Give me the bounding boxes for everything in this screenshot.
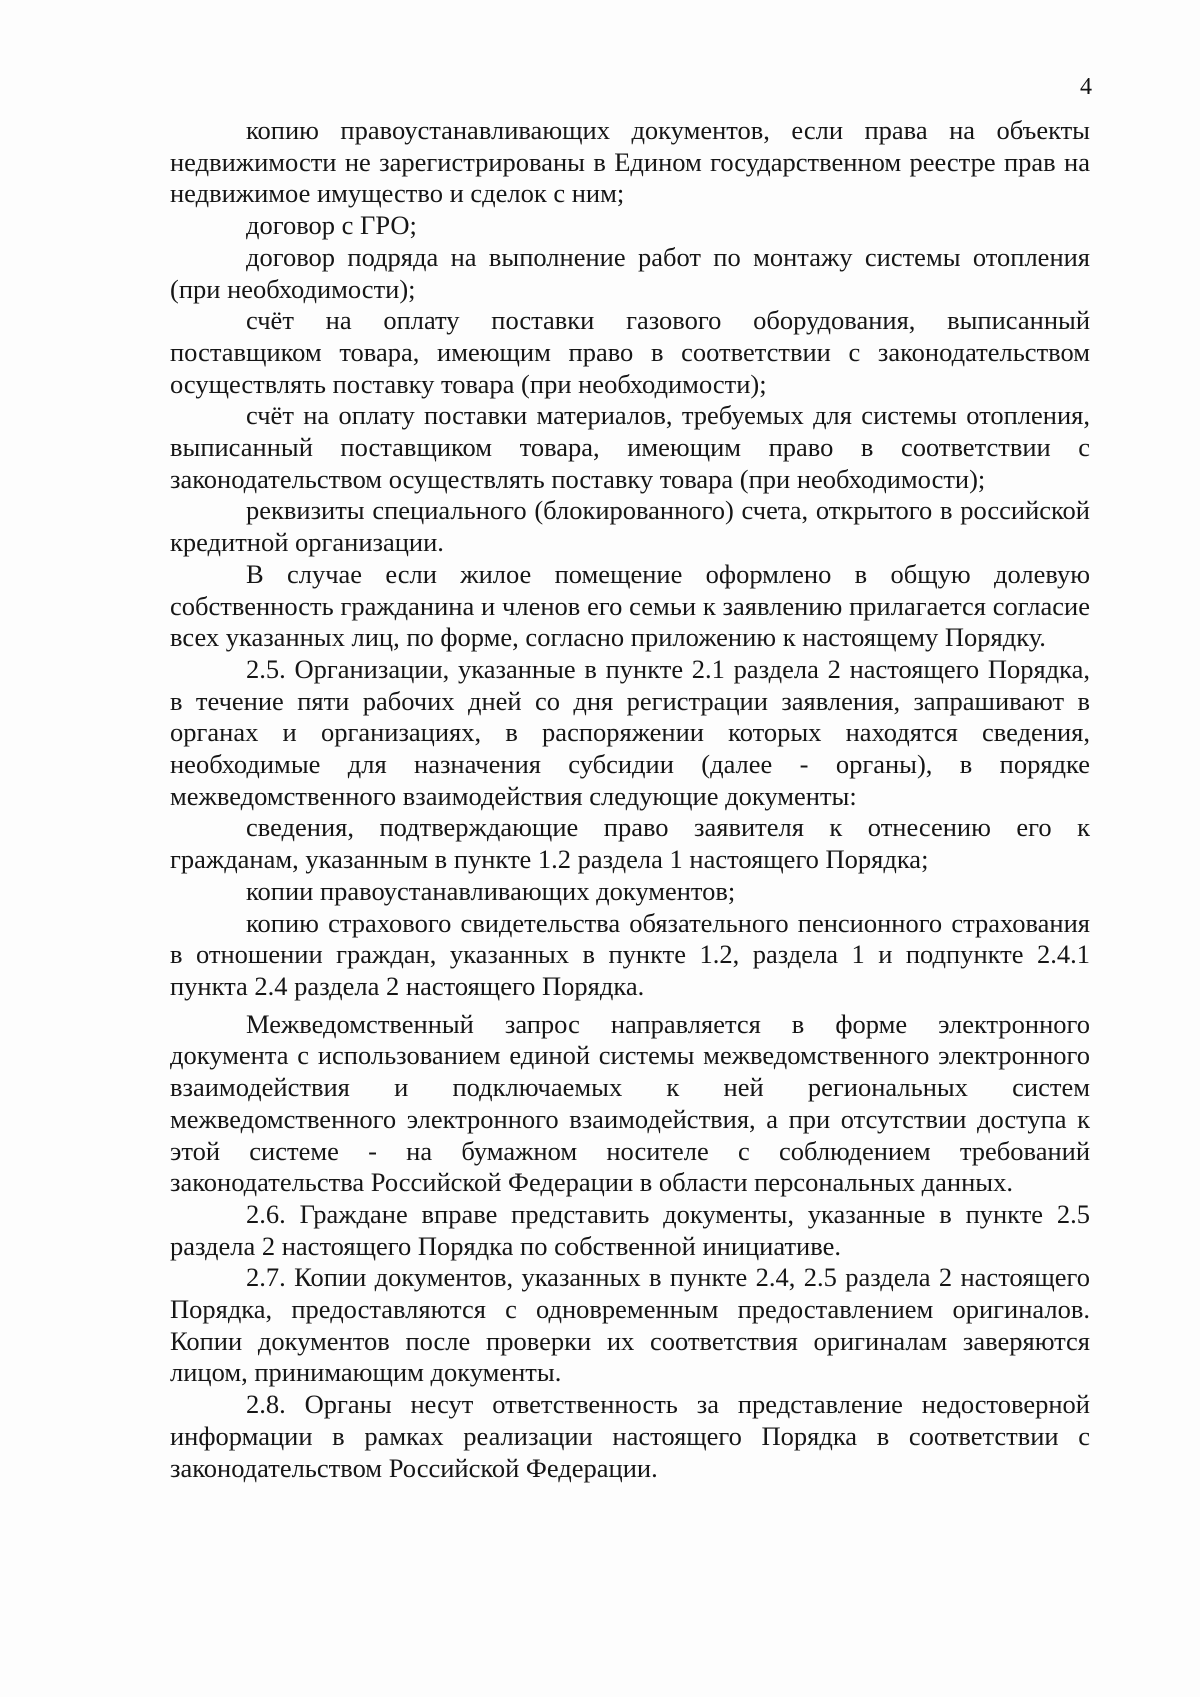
paragraph: счёт на оплату поставки газового оборудования, выписанный поставщиком товара, имеющим право в соответствии с законодательством осуществлять поставку товара (при необходимости); (170, 305, 1090, 399)
paragraph: 2.7. Копии документов, указанных в пункте 2.4, 2.5 раздела 2 настоящего Порядка, предоставляются с одновременным предоставлением оригиналов. Копии документов после проверки их соответствия оригиналам заверяются лицом, принимающим документы. (170, 1262, 1090, 1388)
paragraph: договор с ГРО; (246, 210, 417, 241)
paragraph: копии правоустанавливающих документов; (246, 875, 736, 906)
paragraph: реквизиты специального (блокированного) счета, открытого в российской кредитной организации. (170, 495, 1090, 558)
paragraph: копию правоустанавливающих документов, если права на объекты недвижимости не зарегистрированы в Едином государственном реестре прав на недвижимое имущество и сделок с ним; (170, 115, 1090, 209)
paragraph: договор подряда на выполнение работ по монтажу системы отопления (при необходимости); (170, 241, 1090, 304)
paragraph: копию страхового свидетельства обязательного пенсионного страхования в отношении граждан, указанных в пункте 1.2, раздела 1 и подпункте 2.4.1 пункта 2.4 раздела 2 настоящего Порядка. (170, 907, 1090, 1001)
paragraph: 2.8. Органы несут ответственность за представление недостоверной информации в рамках реализации настоящего Порядка в соответствии с законодательством Российской Федерации. (170, 1389, 1090, 1483)
paragraph: 2.6. Граждане вправе представить документы, указанные в пункте 2.5 раздела 2 настоящего Порядка по собственной инициативе. (170, 1198, 1090, 1261)
paragraph: сведения, подтверждающие право заявителя к отнесению его к гражданам, указанным в пункте 1.2 раздела 1 настоящего Порядка; (170, 812, 1090, 875)
page-number: 4 (1080, 74, 1092, 100)
document-body (170, 115, 1090, 1484)
paragraph: Межведомственный запрос направляется в форме электронного документа с использованием единой системы межведомственного электронного взаимодействия и подключаемых к ней региональных систем межведомственного электронного взаимодействия, а при отсутствии доступа к этой системе - на бумажном носителе с соблюдением требований законодательства Российской Федерации в области персональных данных. (170, 1008, 1090, 1198)
paragraph: В случае если жилое помещение оформлено в общую долевую собственность гражданина и членов его семьи к заявлению прилагается согласие всех указанных лиц, по форме, согласно приложению к настоящему Порядку. (170, 558, 1090, 653)
paragraph: 2.5. Организации, указанные в пункте 2.1 раздела 2 настоящего Порядка, в течение пяти рабочих дней со дня регистрации заявления, запрашивают в органах и организациях, в распоряжении которых находятся сведения, необходимые для назначения субсидии (далее - органы), в порядке межведомственного взаимодействия следующие документы: (170, 653, 1090, 811)
paragraph: счёт на оплату поставки материалов, требуемых для системы отопления, выписанный поставщиком товара, имеющим право в соответствии с законодательством осуществлять поставку товара (при необходимости); (170, 400, 1090, 494)
